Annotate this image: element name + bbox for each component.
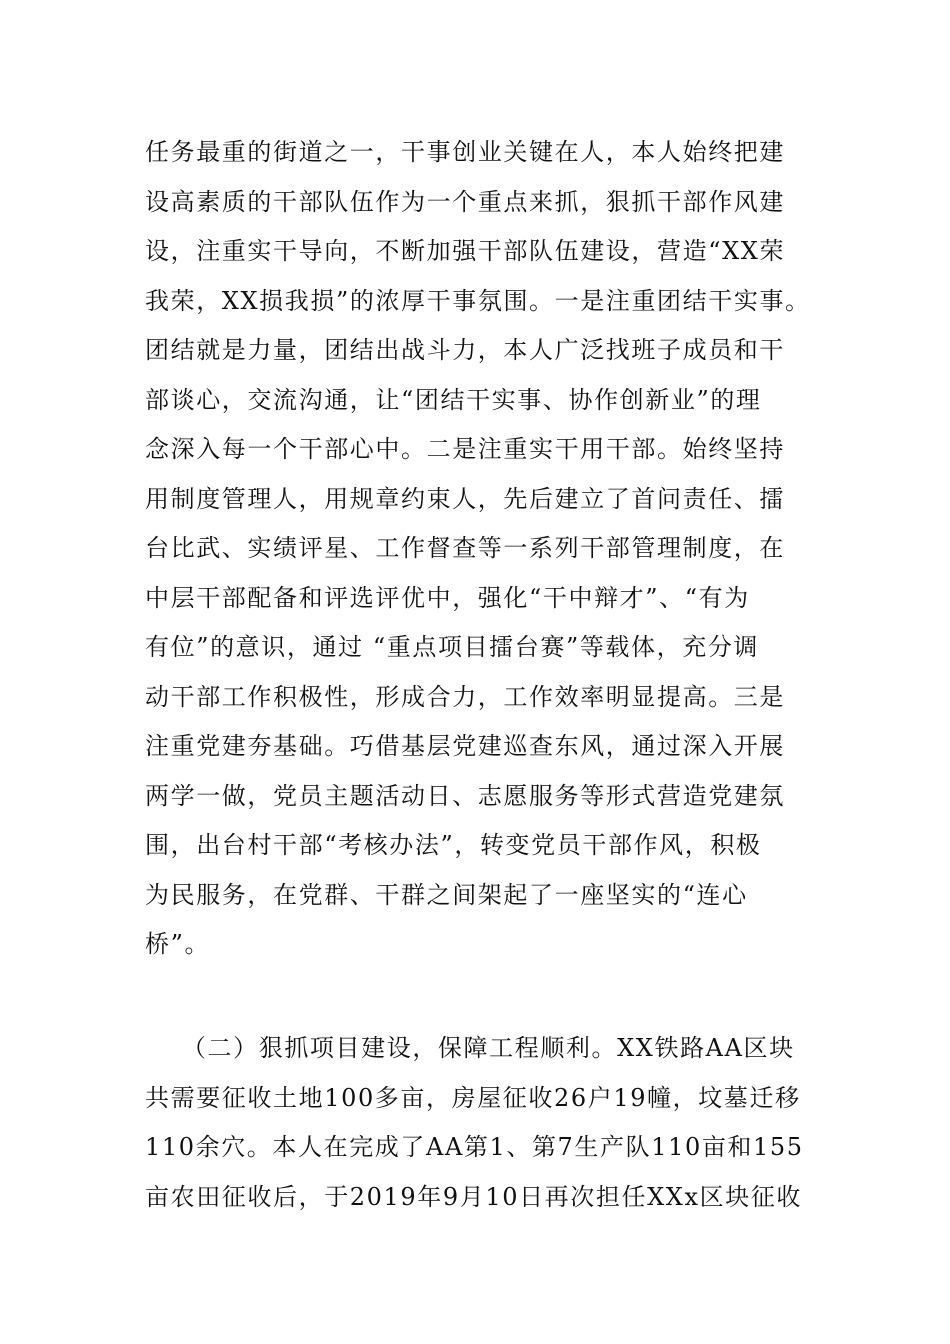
text-line: 台比武、实绩评星、工作督查等一系列干部管理制度，在	[145, 534, 785, 562]
text-line: 注重党建夯基础。巧借基层党建巡查东风，通过深入开展	[145, 732, 785, 760]
text-line: 110余穴。本人在完成了AA第1、第7生产队110亩和155	[145, 1133, 804, 1161]
text-line: 亩农田征收后，于2019年9月10日再次担任XXx区块征收	[145, 1182, 802, 1211]
text-line: 念深入每一个干部心中。二是注重实干用干部。始终坚持	[145, 435, 785, 463]
text-line: 部谈心，交流沟通，让“团结干实事、协作创新业”的理	[145, 385, 762, 414]
text-line: 围，出台村干部“考核办法”，转变党员干部作风，积极	[145, 831, 762, 859]
paragraph-cadre-team	[145, 128, 815, 970]
text-line: （二）狠抓项目建设，保障工程顺利。XX铁路AA区块	[145, 1034, 795, 1062]
text-line: 设，注重实干导向，不断加强干部队伍建设，营造“XX荣	[145, 237, 786, 265]
text-line: 我荣，XX损我损”的浓厚干事氛围。一是注重团结干实事。	[145, 286, 811, 315]
text-line: 共需要征收土地100多亩，房屋征收26户19幢，坟墓迁移	[145, 1083, 801, 1112]
paragraph-project-construction	[145, 1024, 815, 1222]
text-line: 两学一做，党员主题活动日、志愿服务等形式营造党建氛	[145, 781, 785, 810]
text-line: 任务最重的街道之一，干事创业关键在人，本人始终把建	[145, 138, 785, 166]
text-line: 设高素质的干部队伍作为一个重点来抓，狠抓干部作风建	[145, 187, 785, 216]
text-line: 用制度管理人，用规章约束人，先后建立了首问责任、擂	[145, 484, 785, 513]
text-line: 桥”。	[145, 930, 211, 958]
text-line: 团结就是力量，团结出战斗力，本人广泛找班子成员和干	[145, 336, 785, 364]
text-line: 中层干部配备和评选评优中，强化“干中辩才”、“有为	[145, 583, 750, 612]
text-line: 为民服务，在党群、干群之间架起了一座坚实的“连心	[145, 880, 748, 909]
text-line: 动干部工作积极性，形成合力，工作效率明显提高。三是	[145, 682, 785, 711]
text-line: 有位”的意识，通过 “重点项目擂台赛”等载体，充分调	[145, 633, 760, 661]
